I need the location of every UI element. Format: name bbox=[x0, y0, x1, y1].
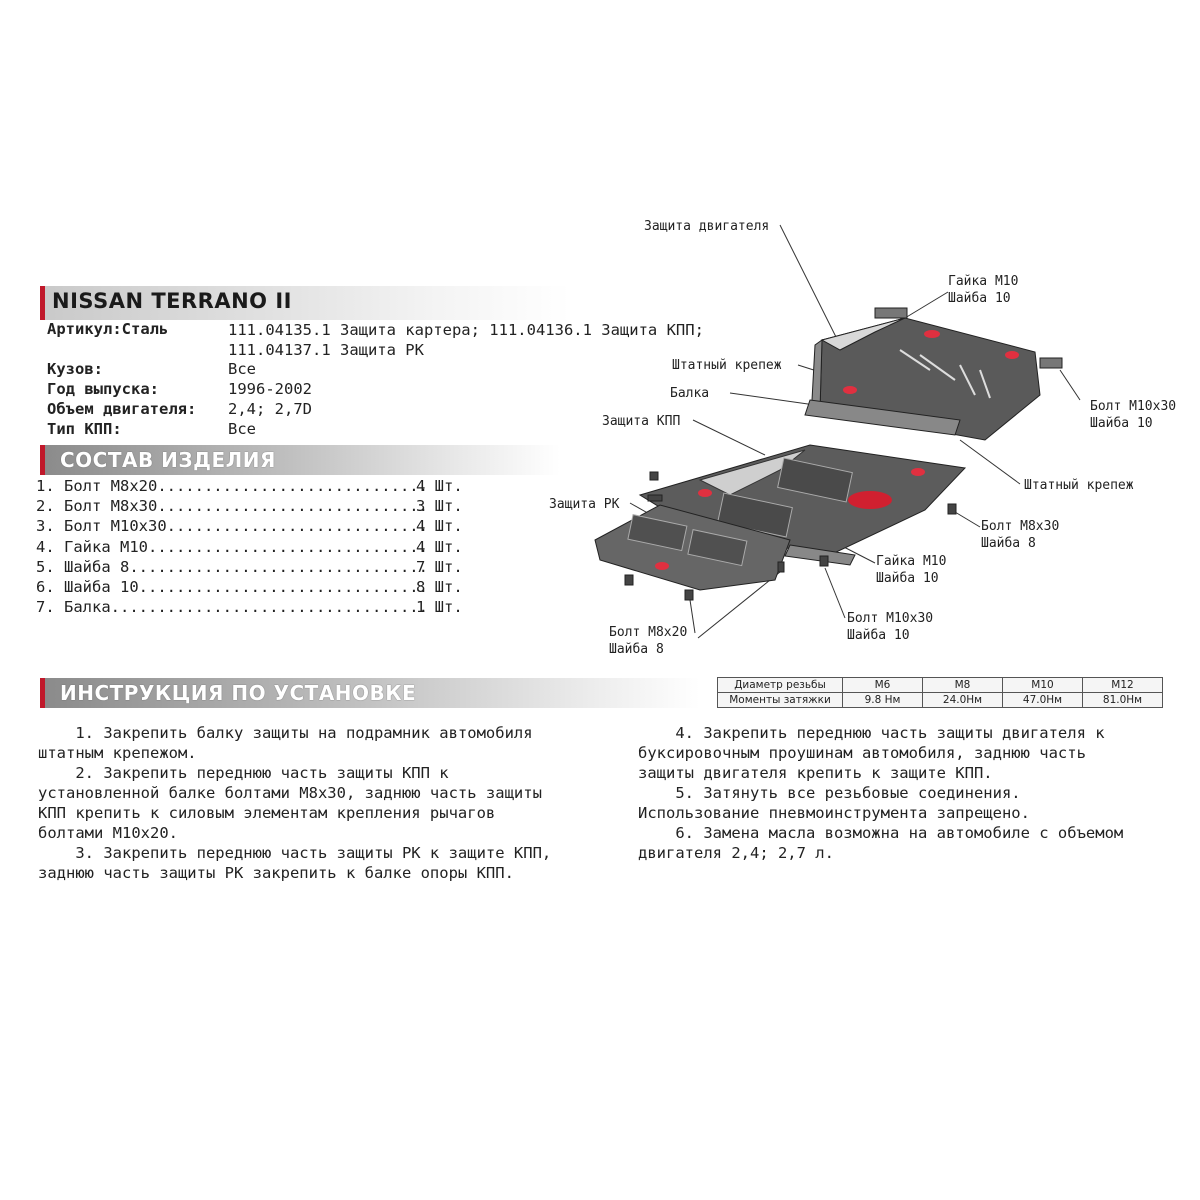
part-qty: 1 Шт. bbox=[416, 598, 463, 617]
part-qty: 4 Шт. bbox=[416, 537, 463, 556]
field-value-article: 111.04135.1 Защита картера; 111.04136.1 Защита КПП; 111.04137.1 Защита РК bbox=[228, 321, 704, 359]
part-qty: 4 Шт. bbox=[416, 477, 463, 495]
field-value-body: Все bbox=[228, 360, 256, 378]
field-label-year: Год выпуска: bbox=[47, 380, 159, 398]
instructions-right: 4. Закрепить переднюю часть защиты двигателя к буксировочным проушинам автомобиля, заднюю часть защиты двигателя крепить к защите КПП. 5. Затянуть все резьбовые соединения. Использование пневмоинструмента запрещено. 6. Замена масла возможна на автомобиле с объемом двигателя 2,4; 2,7 л. bbox=[638, 724, 1124, 862]
part-name: 1. Болт М8х20............................. bbox=[36, 477, 428, 495]
part-qty: 3 Шт. bbox=[416, 497, 463, 516]
torque-value: 81.0Нм bbox=[1083, 693, 1163, 708]
thread-size: М10 bbox=[1003, 678, 1083, 693]
field-label-body: Кузов: bbox=[47, 360, 103, 378]
part-name: 4. Гайка М10.............................. bbox=[36, 537, 428, 556]
part-qty: 4 Шт. bbox=[416, 517, 463, 536]
field-value-gearbox: Все bbox=[228, 420, 256, 438]
label-std-fastener-2: Штатный крепеж bbox=[1024, 478, 1134, 493]
field-label-gearbox: Тип КПП: bbox=[47, 420, 122, 438]
torque-value: 24.0Нм bbox=[923, 693, 1003, 708]
composition-heading: СОСТАВ ИЗДЕЛИЯ bbox=[60, 448, 276, 472]
field-label-engine: Объем двигателя: bbox=[47, 400, 197, 418]
label-bolt-m8x30: Болт М8х30 Шайба 8 bbox=[981, 519, 1060, 551]
label-bolt-m10-right: Болт М10х30 Шайба 10 bbox=[1090, 399, 1177, 431]
part-name: 6. Шайба 10............................... bbox=[36, 577, 428, 596]
part-name: 5. Шайба 8................................ bbox=[36, 557, 428, 576]
part-name: 7. Балка.................................. bbox=[36, 598, 428, 617]
torque-row-header: Моменты затяжки bbox=[718, 693, 843, 708]
label-transfer-guard: Защита РК bbox=[549, 497, 620, 512]
instructions-left: 1. Закрепить балку защиты на подрамник автомобиля штатным крепежом. 2. Закрепить переднюю часть защиты КПП к установленной балке болтами М8х30, заднюю часть защиты КПП крепить к силовым элементам крепления рычагов болтами М10х20. 3. Закрепить переднюю часть защиты РК к защите КПП, заднюю часть защиты РК закрепить к балке опоры КПП. bbox=[38, 724, 552, 882]
field-value-year: 1996-2002 bbox=[228, 380, 312, 398]
thread-size: М8 bbox=[923, 678, 1003, 693]
thread-size: М12 bbox=[1083, 678, 1163, 693]
label-beam: Балка bbox=[670, 386, 710, 401]
product-title: NISSAN TERRANO II bbox=[52, 289, 292, 313]
thread-size: М6 bbox=[843, 678, 923, 693]
label-engine-guard: Защита двигателя bbox=[644, 219, 770, 234]
label-std-fastener-1: Штатный крепеж bbox=[672, 358, 782, 373]
field-value-engine: 2,4; 2,7D bbox=[228, 400, 312, 418]
part-qty: 7 Шт. bbox=[416, 557, 463, 576]
part-name: 3. Болт М10х30............................ bbox=[36, 517, 428, 536]
label-gearbox-guard: Защита КПП bbox=[602, 414, 681, 429]
part-qty: 8 Шт. bbox=[416, 577, 463, 596]
label-bolt-m8x20: Болт М8х20 Шайба 8 bbox=[609, 625, 688, 657]
instructions-heading: ИНСТРУКЦИЯ ПО УСТАНОВКЕ bbox=[60, 681, 417, 705]
label-nut-washer-top: Гайка М10 Шайба 10 bbox=[948, 274, 1019, 306]
torque-value: 47.0Нм bbox=[1003, 693, 1083, 708]
torque-value: 9.8 Нм bbox=[843, 693, 923, 708]
label-bolt-m10-bottom: Болт М10х30 Шайба 10 bbox=[847, 611, 934, 643]
field-label-article: Артикул:Сталь bbox=[47, 320, 169, 338]
torque-row-header: Диаметр резьбы bbox=[718, 678, 843, 693]
part-name: 2. Болт М8х30............................. bbox=[36, 497, 428, 516]
label-nut-washer-mid: Гайка М10 Шайба 10 bbox=[876, 554, 947, 586]
